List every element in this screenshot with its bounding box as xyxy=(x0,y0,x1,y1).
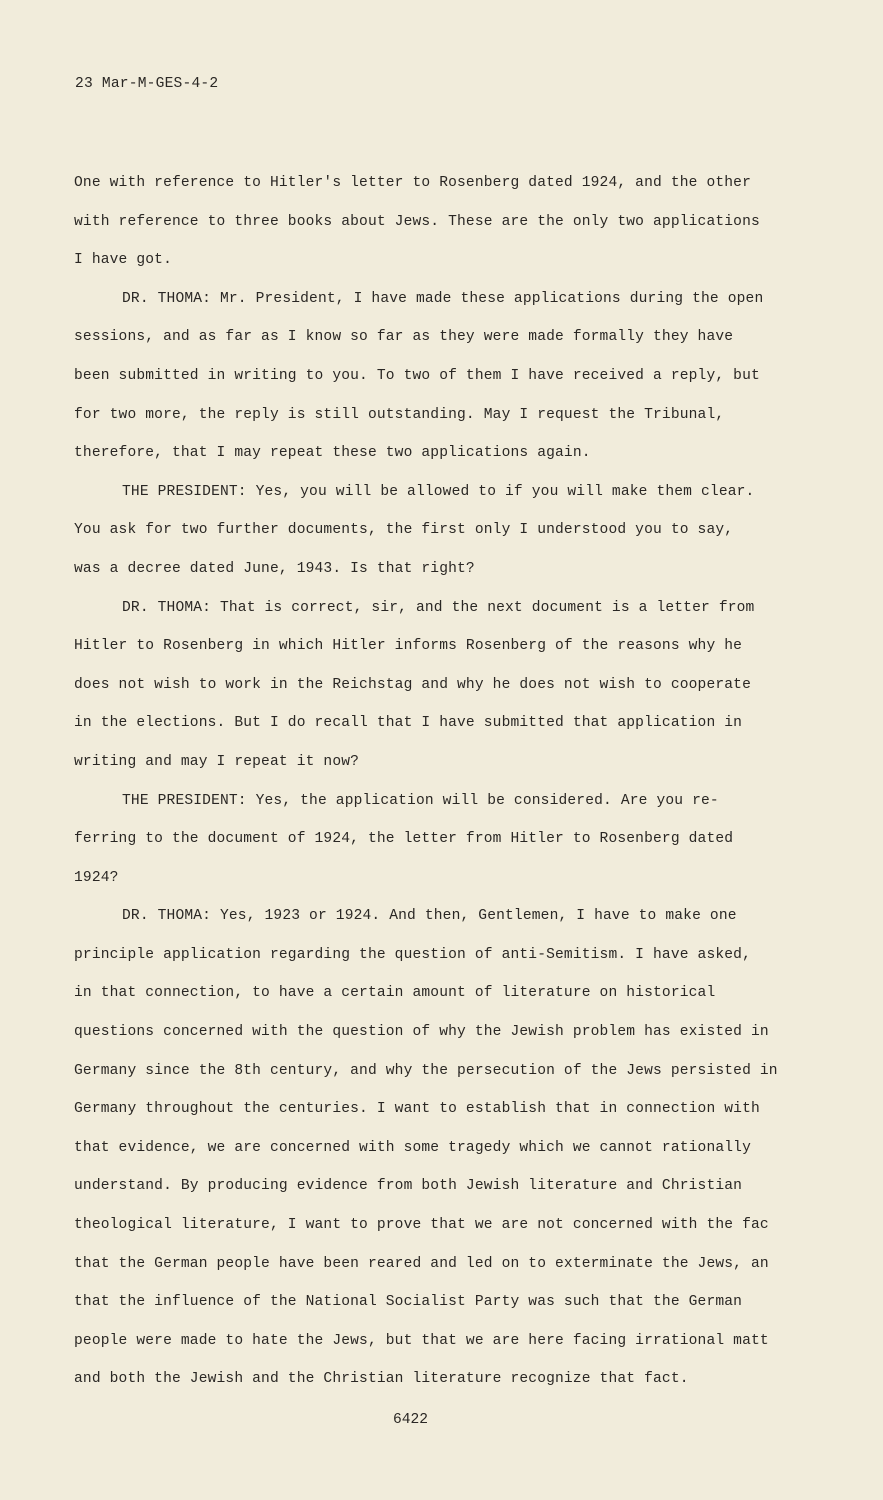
document-reference: 23 Mar-M-GES-4-2 xyxy=(75,76,219,92)
text-line: understand. By producing evidence from both Jewish literature and Christian xyxy=(74,1178,743,1195)
text-line: for two more, the reply is still outstanding. May I request the Tribunal, xyxy=(74,406,725,423)
text-line: questions concerned with the question of why the Jewish problem has existed in xyxy=(74,1024,769,1041)
text-line: was a decree dated June, 1943. Is that right? xyxy=(74,560,475,577)
text-line: ferring to the document of 1924, the letter from Hitler to Rosenberg dated xyxy=(74,831,734,848)
text-line: DR. THOMA: Yes, 1923 or 1924. And then, Gentlemen, I have to make one xyxy=(122,908,737,925)
text-line: DR. THOMA: That is correct, sir, and the next document is a letter from xyxy=(122,599,755,616)
text-line: does not wish to work in the Reichstag and why he does not wish to cooperate xyxy=(74,676,751,693)
text-line: people were made to hate the Jews, but that we are here facing irrational matt xyxy=(74,1332,769,1349)
text-line: I have got. xyxy=(74,252,172,269)
text-line: theological literature, I want to prove that we are not concerned with the fac xyxy=(74,1217,769,1234)
text-line: and both the Jewish and the Christian literature recognize that fact. xyxy=(74,1371,689,1388)
transcript-body xyxy=(74,169,834,1404)
text-line: that the German people have been reared and led on to exterminate the Jews, an xyxy=(74,1255,769,1272)
text-line: been submitted in writing to you. To two of them I have received a reply, but xyxy=(74,367,760,384)
text-line: that the influence of the National Socialist Party was such that the German xyxy=(74,1294,743,1311)
text-line: 1924? xyxy=(74,869,119,886)
text-line: therefore, that I may repeat these two applications again. xyxy=(74,445,591,462)
text-line: sessions, and as far as I know so far as they were made formally they have xyxy=(74,329,734,346)
text-line: Germany throughout the centuries. I want to establish that in connection with xyxy=(74,1101,760,1118)
text-line: with reference to three books about Jews. These are the only two applications xyxy=(74,213,760,230)
page-number: 6422 xyxy=(393,1412,429,1428)
text-line: in that connection, to have a certain amount of literature on historical xyxy=(74,985,716,1002)
text-line: principle application regarding the question of anti-Semitism. I have asked, xyxy=(74,946,751,963)
text-line: in the elections. But I do recall that I have submitted that application in xyxy=(74,715,743,732)
text-line: Germany since the 8th century, and why the persecution of the Jews persisted in xyxy=(74,1062,778,1079)
text-line: THE PRESIDENT: Yes, you will be allowed to if you will make them clear. xyxy=(122,483,755,500)
text-line: One with reference to Hitler's letter to Rosenberg dated 1924, and the other xyxy=(74,175,751,191)
text-line: Hitler to Rosenberg in which Hitler informs Rosenberg of the reasons why he xyxy=(74,638,743,655)
text-line: that evidence, we are concerned with some tragedy which we cannot rationally xyxy=(74,1139,751,1156)
text-line: DR. THOMA: Mr. President, I have made these applications during the open xyxy=(122,290,764,307)
text-line: writing and may I repeat it now? xyxy=(74,753,360,770)
text-line: THE PRESIDENT: Yes, the application will be considered. Are you re- xyxy=(122,792,719,809)
text-line: You ask for two further documents, the first only I understood you to say, xyxy=(74,522,734,539)
